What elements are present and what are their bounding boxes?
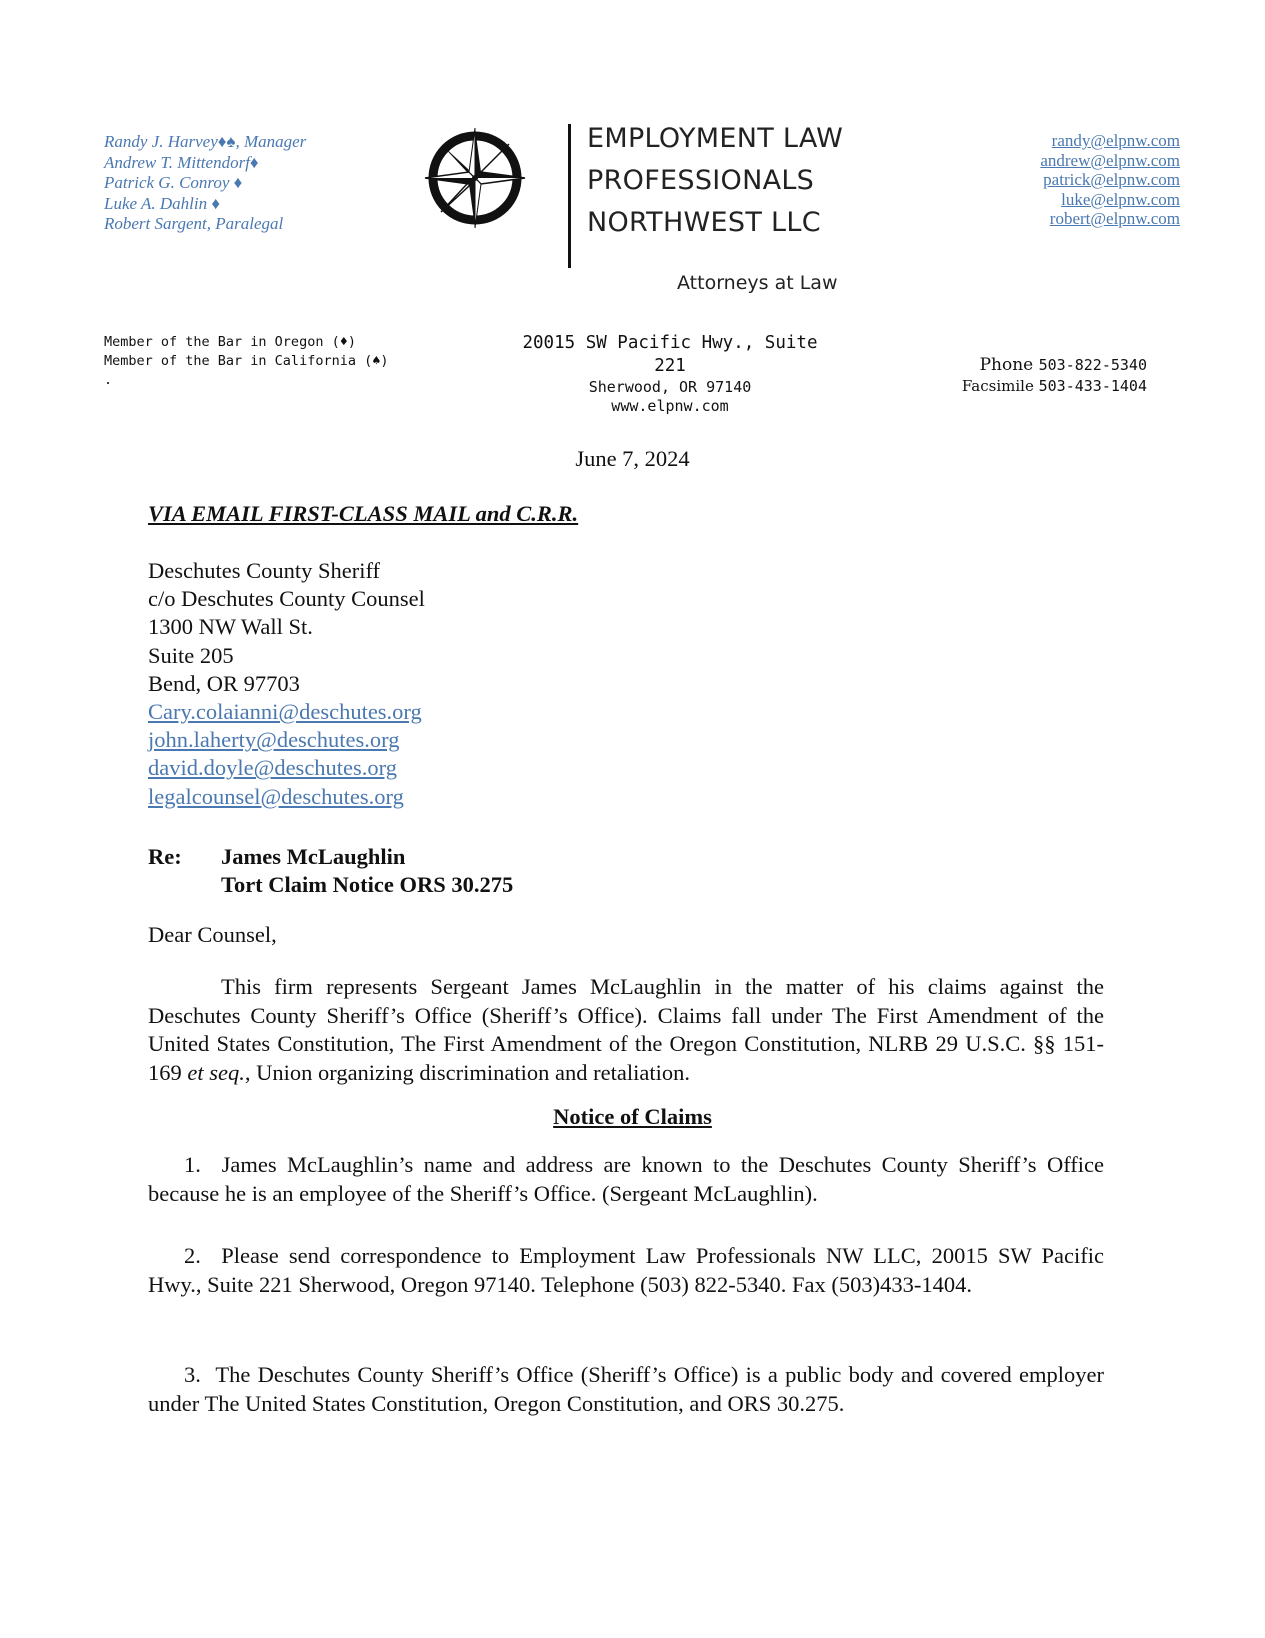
firm-address (510, 332, 830, 416)
fax-label: Facsimile (961, 377, 1034, 395)
fax-number: 503-433-1404 (1038, 377, 1147, 395)
claim-item: 1. James McLaughlin’s name and address are known to the Deschutes County Sheriff’s Office because he is an employee of the Sheriff’s Office. (Sergeant McLaughlin). (148, 1152, 1104, 1206)
letterhead-divider (568, 124, 571, 268)
firm-website: www.elpnw.com (611, 397, 729, 415)
recipient-line: 1300 NW Wall St. (148, 614, 313, 640)
firm-name-line: EMPLOYMENT LAW (587, 123, 844, 154)
intro-paragraph (148, 973, 1104, 1087)
attorney-name: Robert Sargent, Paralegal (104, 214, 284, 233)
recipient-email-link[interactable]: john.laherty@deschutes.org (148, 727, 400, 753)
salutation: Dear Counsel, (148, 922, 277, 947)
email-link-randy[interactable]: randy@elpnw.com (1051, 131, 1180, 150)
recipient-email-link[interactable]: david.doyle@deschutes.org (148, 755, 398, 781)
bar-membership-notes (104, 333, 388, 390)
firm-name (587, 118, 843, 244)
attorney-emails (1040, 131, 1180, 229)
intro-text-end: , Union organizing discrimination and retaliation. (244, 1059, 690, 1085)
claim-item: 3. The Deschutes County Sheriff’s Office (Sheriff’s Office) is a public body and covered employer under The United States Constitution, Oregon Constitution, and ORS 30.275. (148, 1362, 1104, 1416)
bar-note: Member of the Bar in California (♠) (104, 353, 389, 369)
letter-date: June 7, 2024 (575, 446, 690, 471)
contact-numbers (962, 355, 1147, 396)
attorney-name: Luke A. Dahlin ♦ (104, 193, 221, 213)
recipient-line: Suite 205 (148, 642, 234, 668)
email-link-luke[interactable]: luke@elpnw.com (1061, 189, 1180, 209)
section-title: Notice of Claims (553, 1104, 712, 1129)
recipient-email-link[interactable]: legalcounsel@deschutes.org (148, 783, 404, 809)
firm-tagline: Attorneys at Law (677, 272, 838, 294)
recipient-block (148, 557, 425, 811)
intro-text: This firm represents Sergeant James McLaughlin in the matter of his claims against the Deschutes County Sheriff’s Office (Sheriff’s Office). Claims fall under The First Amendment of the United States Constitution, The First Amendment of the Oregon Constitution, NLRB 29 U.S.C. §§ 151-169 (148, 974, 1104, 1085)
firm-name-line: PROFESSIONALS (587, 165, 815, 196)
recipient-line: c/o Deschutes County Counsel (148, 586, 425, 612)
attorney-name: Andrew T. Mittendorf♦ (104, 152, 259, 172)
recipient-email-link[interactable]: Cary.colaianni@deschutes.org (148, 699, 422, 725)
re-lines (221, 843, 513, 899)
re-line: Tort Claim Notice ORS 30.275 (221, 872, 514, 897)
claim-item: 2. Please send correspondence to Employment Law Professionals NW LLC, 20015 SW Pacific Hwy., Suite 221 Sherwood, Oregon 97140. Telephone (503) 822-5340. Fax (503)433-1404. (148, 1243, 1104, 1297)
address-street: 20015 SW Pacific Hwy., Suite 221 (522, 333, 818, 376)
firm-name-line: NORTHWEST LLC (587, 207, 821, 238)
attorney-name: Patrick G. Conroy ♦ (104, 173, 243, 192)
compass-logo-icon (421, 124, 529, 232)
phone-number: 503-822-5340 (1038, 356, 1147, 374)
attorney-list (104, 132, 306, 235)
re-label: Re: (148, 844, 182, 869)
email-link-robert[interactable]: robert@elpnw.com (1049, 209, 1180, 228)
recipient-line: Bend, OR 97703 (148, 670, 300, 696)
intro-italic-text: et seq. (187, 1059, 245, 1085)
re-line: James McLaughlin (221, 844, 406, 869)
attorney-name: Randy J. Harvey♦♠, Manager (104, 132, 307, 151)
bar-note: Member of the Bar in Oregon (♦) (104, 334, 356, 350)
email-link-andrew[interactable]: andrew@elpnw.com (1040, 150, 1180, 170)
phone-label: Phone (979, 355, 1034, 375)
address-city: Sherwood, OR 97140 (588, 378, 752, 396)
delivery-method: VIA EMAIL FIRST-CLASS MAIL and C.R.R. (148, 501, 579, 526)
bar-note: . (104, 372, 113, 388)
recipient-line: Deschutes County Sheriff (148, 558, 381, 583)
phone-line (962, 355, 1147, 376)
fax-line (962, 376, 1147, 396)
email-link-patrick[interactable]: patrick@elpnw.com (1043, 170, 1180, 189)
